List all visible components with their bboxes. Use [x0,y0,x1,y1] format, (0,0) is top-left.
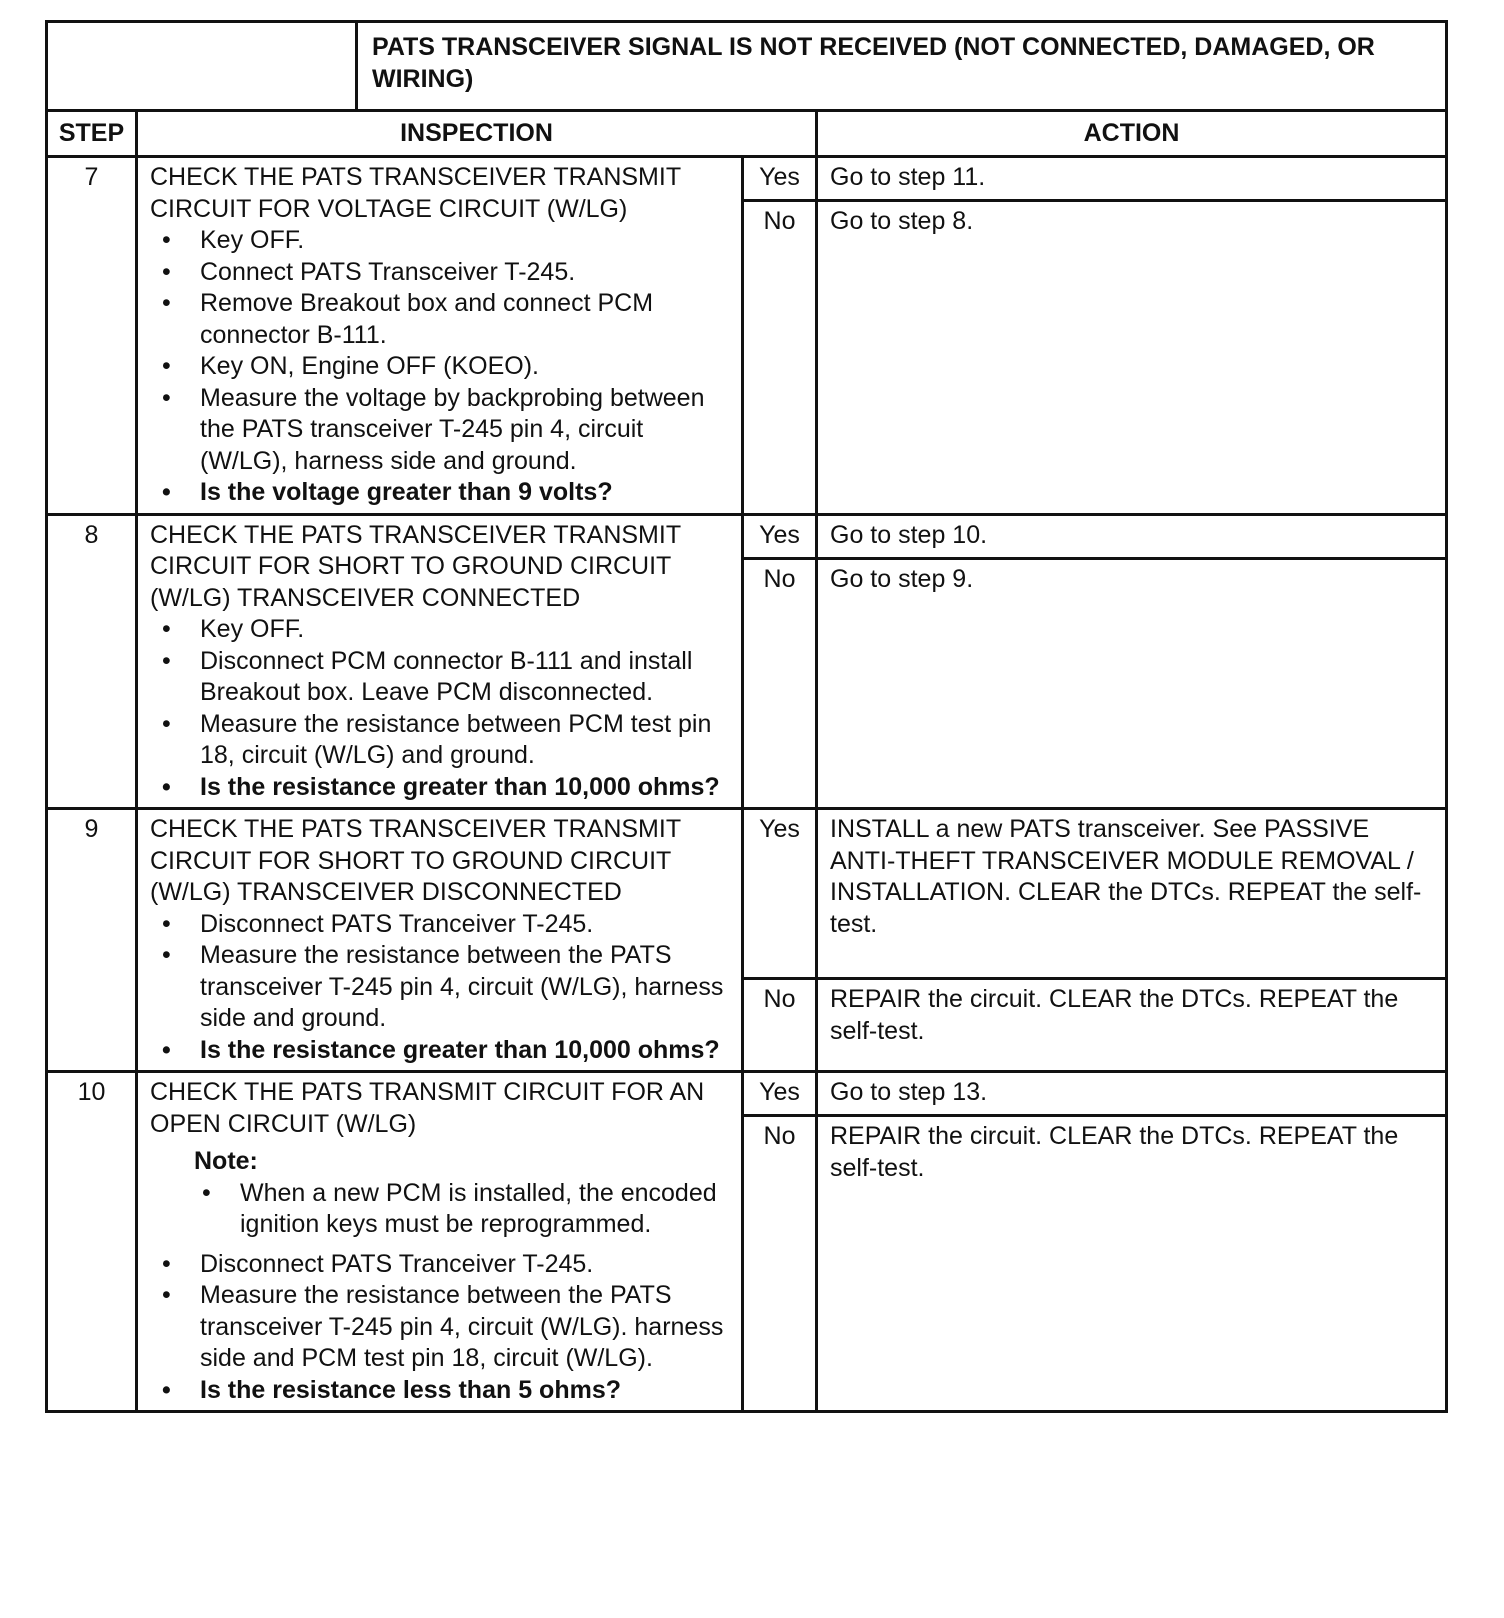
note-item: • When a new PCM is installed, the encoded ignition keys must be reprogrammed. [240,1178,731,1241]
header-row [47,111,1447,157]
table-title: PATS TRANSCEIVER SIGNAL IS NOT RECEIVED (NOT CONNECTED, DAMAGED, OR WIRING) [357,22,1447,111]
inspection-title: CHECK THE PATS TRANSMIT CIRCUIT FOR AN OPEN CIRCUIT (W/LG) [150,1078,705,1138]
yes-action: Go to step 10. [817,514,1447,558]
bullet-item: • Remove Breakout box and connect PCM connector B-111. [200,288,731,351]
inspection-question: • Is the voltage greater than 9 volts? [200,477,731,509]
no-label: No [743,201,817,515]
bullet-item: • Disconnect PATS Tranceiver T-245. [200,1249,731,1281]
no-action: Go to step 8. [817,201,1447,515]
header-inspection: INSPECTION [137,111,817,157]
step-row [47,514,1447,558]
header-action: ACTION [817,111,1447,157]
bullet-list [150,225,731,509]
inspection-title: CHECK THE PATS TRANSCEIVER TRANSMIT CIRCUIT FOR VOLTAGE CIRCUIT (W/LG) [150,163,681,223]
no-action: REPAIR the circuit. CLEAR the DTCs. REPEAT the self-test. [817,1116,1447,1412]
yes-label: Yes [743,157,817,201]
bullet-item: • Key OFF. [200,225,731,257]
step-number: 8 [47,514,137,809]
inspection-cell [137,157,743,515]
title-blank-cell [47,22,357,111]
inspection-cell [137,1072,743,1412]
bullet-item: • Measure the resistance between the PATS transceiver T-245 pin 4, circuit (W/LG). harness side and PCM test pin 18, circuit (W/LG). [200,1280,731,1375]
note-list [194,1178,731,1241]
bullet-item: • Connect PATS Transceiver T-245. [200,257,731,289]
bullet-item: • Disconnect PATS Tranceiver T-245. [200,909,731,941]
step-number: 10 [47,1072,137,1412]
inspection-cell [137,809,743,1072]
step-row [47,157,1447,201]
diagnostic-table [45,20,1448,1413]
no-label: No [743,558,817,809]
bullet-item: • Disconnect PCM connector B-111 and install Breakout box. Leave PCM disconnected. [200,646,731,709]
no-label: No [743,979,817,1072]
bullet-item: • Key OFF. [200,614,731,646]
inspection-title: CHECK THE PATS TRANSCEIVER TRANSMIT CIRCUIT FOR SHORT TO GROUND CIRCUIT (W/LG) TRANSCEIVER CONNECTED [150,520,681,612]
yes-label: Yes [743,809,817,979]
title-row [47,22,1447,111]
yes-action: INSTALL a new PATS transceiver. See PASSIVE ANTI-THEFT TRANSCEIVER MODULE REMOVAL / INSTALLATION. CLEAR the DTCs. REPEAT the self-test. [817,809,1447,979]
inspection-question: • Is the resistance less than 5 ohms? [200,1375,731,1407]
bullet-item: • Measure the resistance between PCM test pin 18, circuit (W/LG) and ground. [200,709,731,772]
step-row [47,809,1447,979]
no-action: REPAIR the circuit. CLEAR the DTCs. REPEAT the self-test. [817,979,1447,1072]
step-number: 7 [47,157,137,515]
no-label: No [743,1116,817,1412]
yes-action: Go to step 11. [817,157,1447,201]
bullet-item: • Key ON, Engine OFF (KOEO). [200,351,731,383]
yes-action: Go to step 13. [817,1072,1447,1116]
bullet-list [150,614,731,803]
step-number: 9 [47,809,137,1072]
yes-label: Yes [743,1072,817,1116]
no-action: Go to step 9. [817,558,1447,809]
header-step: STEP [47,111,137,157]
inspection-question: • Is the resistance greater than 10,000 ohms? [200,772,731,804]
bullet-list [150,909,731,1067]
inspection-cell [137,514,743,809]
inspection-title: CHECK THE PATS TRANSCEIVER TRANSMIT CIRCUIT FOR SHORT TO GROUND CIRCUIT (W/LG) TRANSCEIVER DISCONNECTED [150,815,681,906]
bullet-list [150,1249,731,1407]
yes-label: Yes [743,514,817,558]
inspection-question: • Is the resistance greater than 10,000 ohms? [200,1035,731,1067]
note-block [150,1146,731,1241]
bullet-item: • Measure the voltage by backprobing between the PATS transceiver T-245 pin 4, circuit (W/LG), harness side and ground. [200,383,731,478]
step-row [47,1072,1447,1116]
bullet-item: • Measure the resistance between the PATS transceiver T-245 pin 4, circuit (W/LG), harness side and ground. [200,940,731,1035]
note-label: Note: [194,1147,258,1175]
